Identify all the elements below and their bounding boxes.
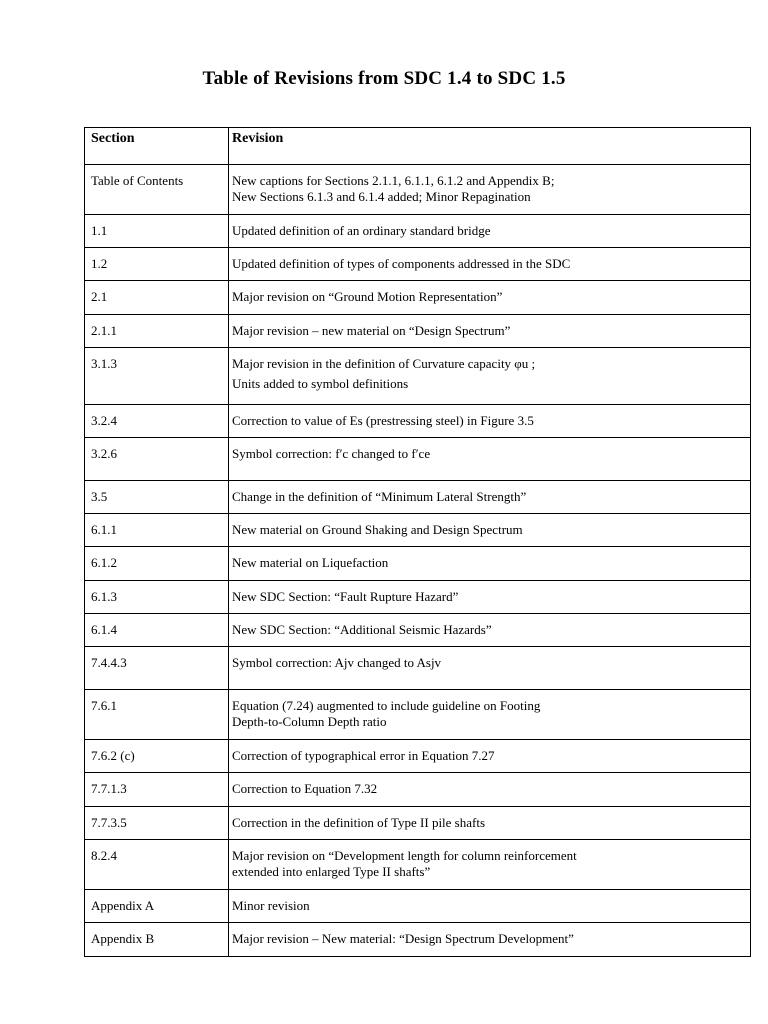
section-cell: 6.1.2	[85, 547, 229, 581]
header-revision-label: Revision	[232, 131, 284, 146]
revision-cell	[229, 481, 751, 514]
section-cell: 2.1.1	[85, 315, 229, 348]
revision-cell	[229, 215, 751, 248]
table-row	[85, 165, 751, 215]
revision-text: extended into enlarged Type II shafts”	[232, 864, 431, 879]
section-cell: 1.1	[85, 215, 229, 248]
section-cell: Table of Contents	[85, 165, 229, 215]
revision-cell	[229, 165, 751, 215]
section-cell: 6.1.4	[85, 614, 229, 647]
table-row	[85, 890, 751, 923]
table-row	[85, 773, 751, 807]
section-cell: 7.4.4.3	[85, 647, 229, 690]
revision-cell	[229, 773, 751, 807]
revision-text: Minor revision	[232, 898, 310, 913]
section-cell: 7.6.2 (c)	[85, 740, 229, 773]
revision-text: Units added to symbol definitions	[232, 376, 409, 391]
revision-text: Correction in the definition of Type II pile shafts	[232, 815, 486, 830]
header-section-label: Section	[91, 131, 135, 146]
section-cell: 1.2	[85, 248, 229, 281]
table-row	[85, 514, 751, 547]
section-cell: 3.5	[85, 481, 229, 514]
section-cell: 3.2.6	[85, 438, 229, 481]
table-row	[85, 740, 751, 773]
revision-text: Symbol correction: f′c changed to f′ce	[232, 446, 431, 461]
table-row	[85, 215, 751, 248]
revision-cell	[229, 840, 751, 890]
table-row	[85, 807, 751, 840]
table-header-row	[85, 128, 751, 165]
revision-text: Updated definition of types of components addressed in the SDC	[232, 256, 571, 271]
section-cell: 7.7.3.5	[85, 807, 229, 840]
revision-cell	[229, 890, 751, 923]
revision-text: Equation (7.24) augmented to include guideline on Footing	[232, 698, 541, 713]
revision-text: Change in the definition of “Minimum Lateral Strength”	[232, 489, 527, 504]
table-row	[85, 405, 751, 438]
revision-text: New Sections 6.1.3 and 6.1.4 added; Minor Repagination	[232, 189, 531, 204]
table-row	[85, 647, 751, 690]
table-row	[85, 348, 751, 405]
page-title: Table of Revisions from SDC 1.4 to SDC 1.5	[202, 68, 566, 89]
section-cell: 2.1	[85, 281, 229, 315]
revision-cell	[229, 438, 751, 481]
revision-cell	[229, 248, 751, 281]
revision-cell	[229, 547, 751, 581]
table-row	[85, 248, 751, 281]
revision-cell	[229, 614, 751, 647]
section-cell: Appendix B	[85, 923, 229, 957]
section-cell: 6.1.3	[85, 581, 229, 614]
revision-cell	[229, 281, 751, 315]
table-row	[85, 438, 751, 481]
revision-text: New material on Liquefaction	[232, 555, 389, 570]
revision-text: New material on Ground Shaking and Design Spectrum	[232, 522, 523, 537]
revision-text: Major revision on “Development length for column reinforcement	[232, 848, 577, 863]
revision-text: Updated definition of an ordinary standard bridge	[232, 223, 491, 238]
section-cell: 3.2.4	[85, 405, 229, 438]
revision-cell	[229, 647, 751, 690]
section-cell: 6.1.1	[85, 514, 229, 547]
header-section	[85, 128, 229, 165]
revision-text: Correction of typographical error in Equation 7.27	[232, 748, 495, 763]
revision-cell	[229, 923, 751, 957]
revision-text: New SDC Section: “Fault Rupture Hazard”	[232, 589, 459, 604]
header-revision	[229, 128, 751, 165]
table-row	[85, 581, 751, 614]
revision-text: Major revision on “Ground Motion Representation”	[232, 289, 503, 304]
revision-cell	[229, 690, 751, 740]
section-cell: Appendix A	[85, 890, 229, 923]
revision-text: Major revision in the definition of Curvature capacity φu ;	[232, 356, 536, 371]
revision-cell	[229, 740, 751, 773]
revision-text: Major revision – New material: “Design Spectrum Development”	[232, 931, 574, 946]
revision-cell	[229, 315, 751, 348]
revision-cell	[229, 348, 751, 405]
section-cell: 7.7.1.3	[85, 773, 229, 807]
revision-text: Correction to Equation 7.32	[232, 781, 378, 796]
table-row	[85, 840, 751, 890]
table-row	[85, 481, 751, 514]
revision-text: New SDC Section: “Additional Seismic Hazards”	[232, 622, 492, 637]
revision-text: New captions for Sections 2.1.1, 6.1.1, 6.1.2 and Appendix B;	[232, 173, 555, 188]
revision-cell	[229, 514, 751, 547]
table-row	[85, 614, 751, 647]
section-cell: 3.1.3	[85, 348, 229, 405]
revision-text: Correction to value of Es (prestressing steel) in Figure 3.5	[232, 413, 534, 428]
table-row	[85, 281, 751, 315]
revision-text: Depth-to-Column Depth ratio	[232, 714, 387, 729]
revision-text: Symbol correction: Ajv changed to Asjv	[232, 655, 442, 670]
table-row	[85, 923, 751, 957]
revisions-table	[84, 127, 751, 957]
revision-cell	[229, 405, 751, 438]
table-row	[85, 315, 751, 348]
section-cell: 7.6.1	[85, 690, 229, 740]
table-row	[85, 547, 751, 581]
revision-cell	[229, 581, 751, 614]
section-cell: 8.2.4	[85, 840, 229, 890]
revision-text: Major revision – new material on “Design Spectrum”	[232, 323, 511, 338]
revision-cell	[229, 807, 751, 840]
table-row	[85, 690, 751, 740]
